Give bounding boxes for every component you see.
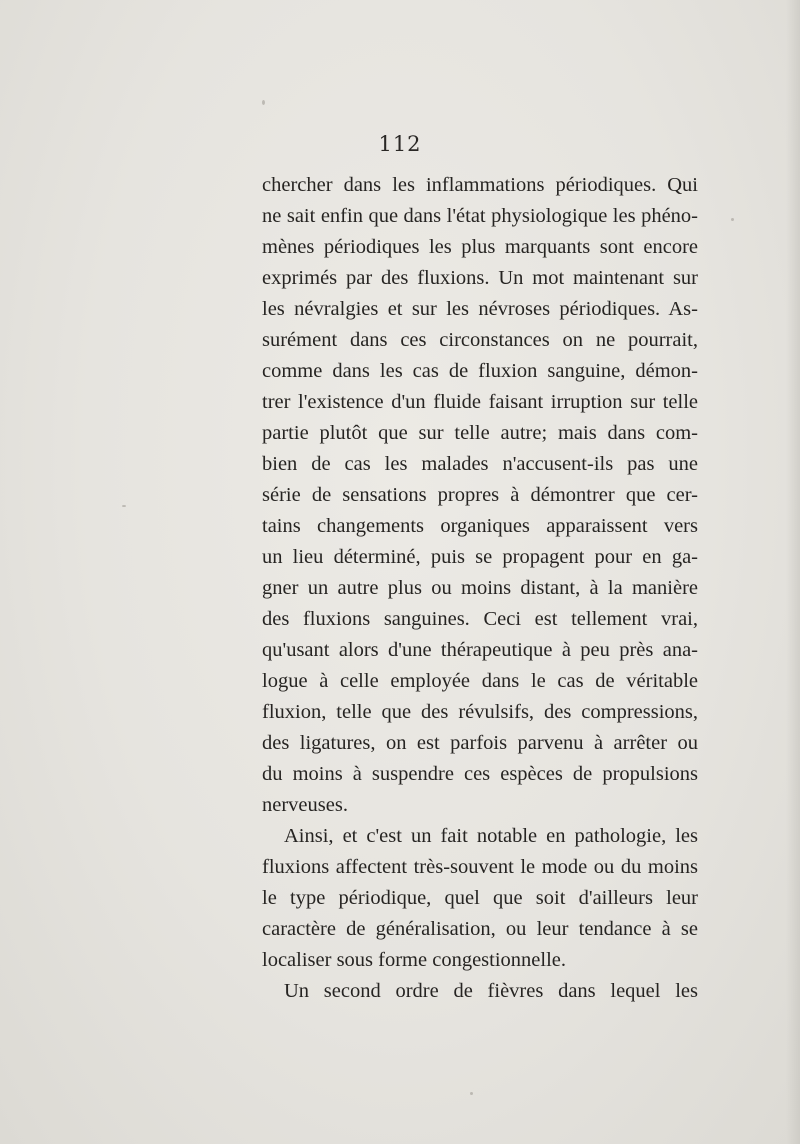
text-line: surément dans ces circonstances on ne pourrait, [262,329,698,351]
paragraph-end-line: localiser sous forme congestionnelle. [262,949,566,971]
body-text [262,170,698,1007]
paper-speck [262,100,265,105]
paragraph-end-line: nerveuses. [262,794,348,816]
text-line: caractère de généralisation, ou leur tendance à se [262,918,698,940]
paper-speck [470,1092,473,1095]
text-line: un lieu déterminé, puis se propagent pour en ga- [262,546,698,568]
text-line: des fluxions sanguines. Ceci est tellement vrai, [262,608,698,630]
text-line: chercher dans les inflammations périodiques. Qui [262,174,698,196]
text-line: logue à celle employée dans le cas de véritable [262,670,698,692]
page-edge-shadow [786,0,800,1144]
page-number: 112 [378,132,422,156]
text-line: ne sait enfin que dans l'état physiologique les phéno- [262,205,698,227]
text-line: des ligatures, on est parfois parvenu à arrêter ou [262,732,698,754]
text-line: tains changements organiques apparaissent vers [262,515,698,537]
text-line: gner un autre plus ou moins distant, à la manière [262,577,698,599]
text-line: comme dans les cas de fluxion sanguine, démon- [262,360,698,382]
text-line: exprimés par des fluxions. Un mot maintenant sur [262,267,698,289]
text-line: fluxions affectent très-souvent le mode ou du moins [262,856,698,878]
paper-speck [122,505,126,507]
text-line: le type périodique, quel que soit d'ailleurs leur [262,887,698,909]
text-line: les névralgies et sur les névroses périodiques. As- [262,298,698,320]
text-line: mènes périodiques les plus marquants sont encore [262,236,698,258]
text-line: bien de cas les malades n'accusent-ils pas une [262,453,698,475]
text-line: série de sensations propres à démontrer que cer- [262,484,698,506]
paper-speck [731,218,734,221]
paragraph-start-line: Ainsi, et c'est un fait notable en pathologie, les [284,825,698,847]
text-line: du moins à suspendre ces espèces de propulsions [262,763,698,785]
text-line: trer l'existence d'un fluide faisant irruption sur telle [262,391,698,413]
text-line: qu'usant alors d'une thérapeutique à peu près ana- [262,639,698,661]
text-line: partie plutôt que sur telle autre; mais dans com- [262,422,698,444]
paragraph-start-line: Un second ordre de fièvres dans lequel les [284,980,698,1002]
text-line: fluxion, telle que des révulsifs, des compressions, [262,701,698,723]
